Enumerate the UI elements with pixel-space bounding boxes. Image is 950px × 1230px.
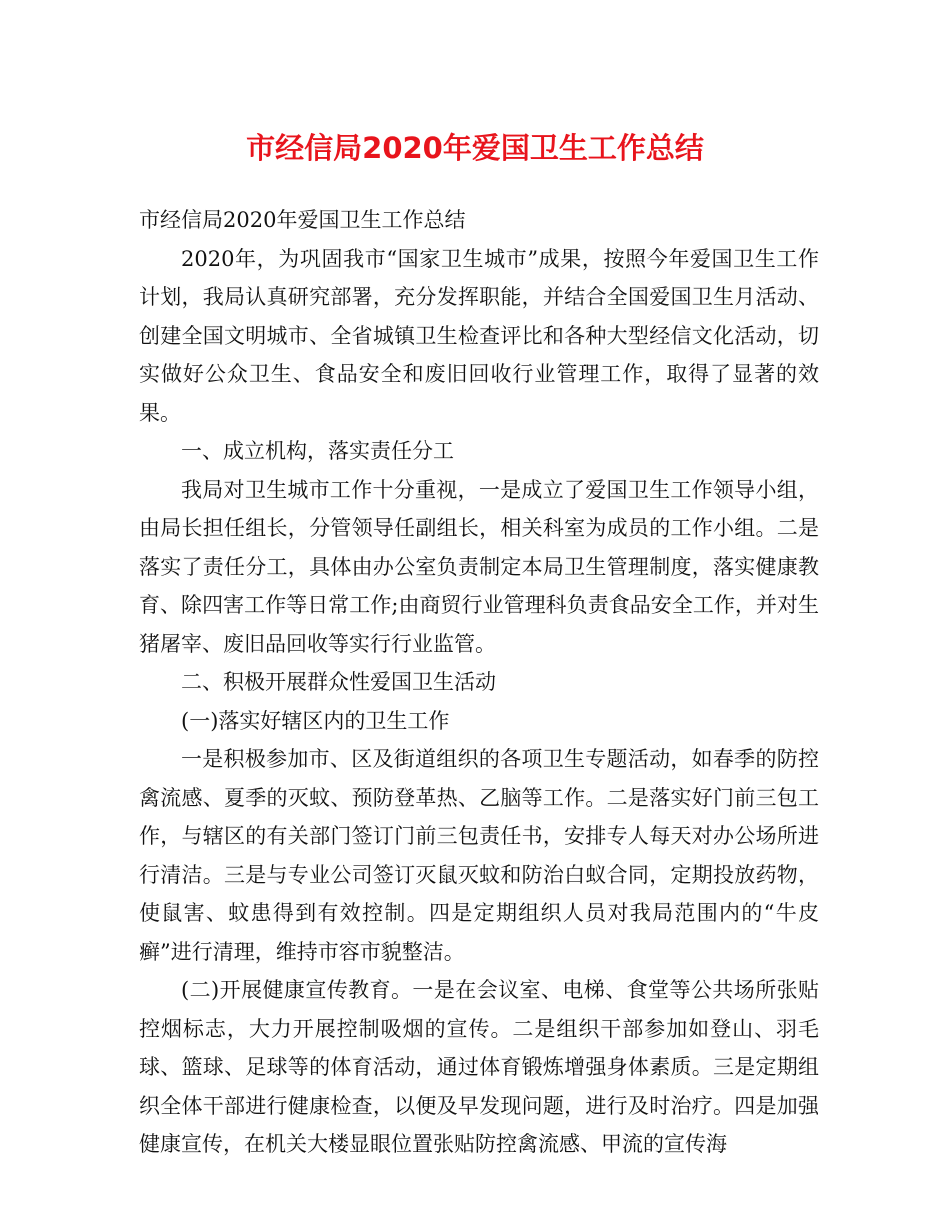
document-body: [139, 201, 819, 1164]
section-heading-2: 二、积极开展群众性爱国卫生活动: [181, 670, 496, 694]
document-title: 市经信局2020年爱国卫生工作总结: [246, 131, 704, 165]
intro-paragraph: 2020年，为巩固我市“国家卫生城市”成果，按照今年爱国卫生工作计划，我局认真研究部署，充分发挥职能，并结合全国爱国卫生月活动、创建全国文明城市、全省城镇卫生检查评比和各种大型经信文化活动，切实做好公众卫生、食品安全和废旧回收行业管理工作，取得了显著的效果。: [139, 246, 819, 425]
subsection-2-2-paragraph: (二)开展健康宣传教育。一是在会议室、电梯、食堂等公共场所张贴控烟标志，大力开展控制吸烟的宣传。二是组织干部参加如登山、羽毛球、篮球、足球等的体育活动，通过体育锻炼增强身体素质。三是定期组织全体干部进行健康检查，以便及早发现问题，进行及时治疗。四是加强健康宣传，在机关大楼显眼位置张贴防控禽流感、甲流的宣传海: [139, 978, 819, 1156]
subsection-2-1-paragraph: 一是积极参加市、区及街道组织的各项卫生专题活动，如春季的防控禽流感、夏季的灭蚊、预防登革热、乙脑等工作。二是落实好门前三包工作，与辖区的有关部门签订门前三包责任书，安排专人每天对办公场所进行清洁。三是与专业公司签订灭鼠灭蚊和防治白蚁合同，定期投放药物，使鼠害、蚊患得到有效控制。四是定期组织人员对我局范围内的“牛皮癣”进行清理，维持市容市貌整洁。: [139, 747, 819, 964]
subsection-heading-2-1: (一)落实好辖区内的卫生工作: [181, 708, 450, 733]
section-heading-1: 一、成立机构，落实责任分工: [181, 439, 454, 463]
body-subtitle-line: 市经信局2020年爱国卫生工作总结: [139, 208, 466, 232]
section-1-paragraph: 我局对卫生城市工作十分重视，一是成立了爱国卫生工作领导小组，由局长担任组长，分管领导任副组长，相关科室为成员的工作小组。二是落实了责任分工，具体由办公室负责制定本局卫生管理制度，落实健康教育、除四害工作等日常工作;由商贸行业管理科负责食品安全工作，并对生猪屠宰、废旧品回收等实行行业监管。: [139, 477, 819, 656]
